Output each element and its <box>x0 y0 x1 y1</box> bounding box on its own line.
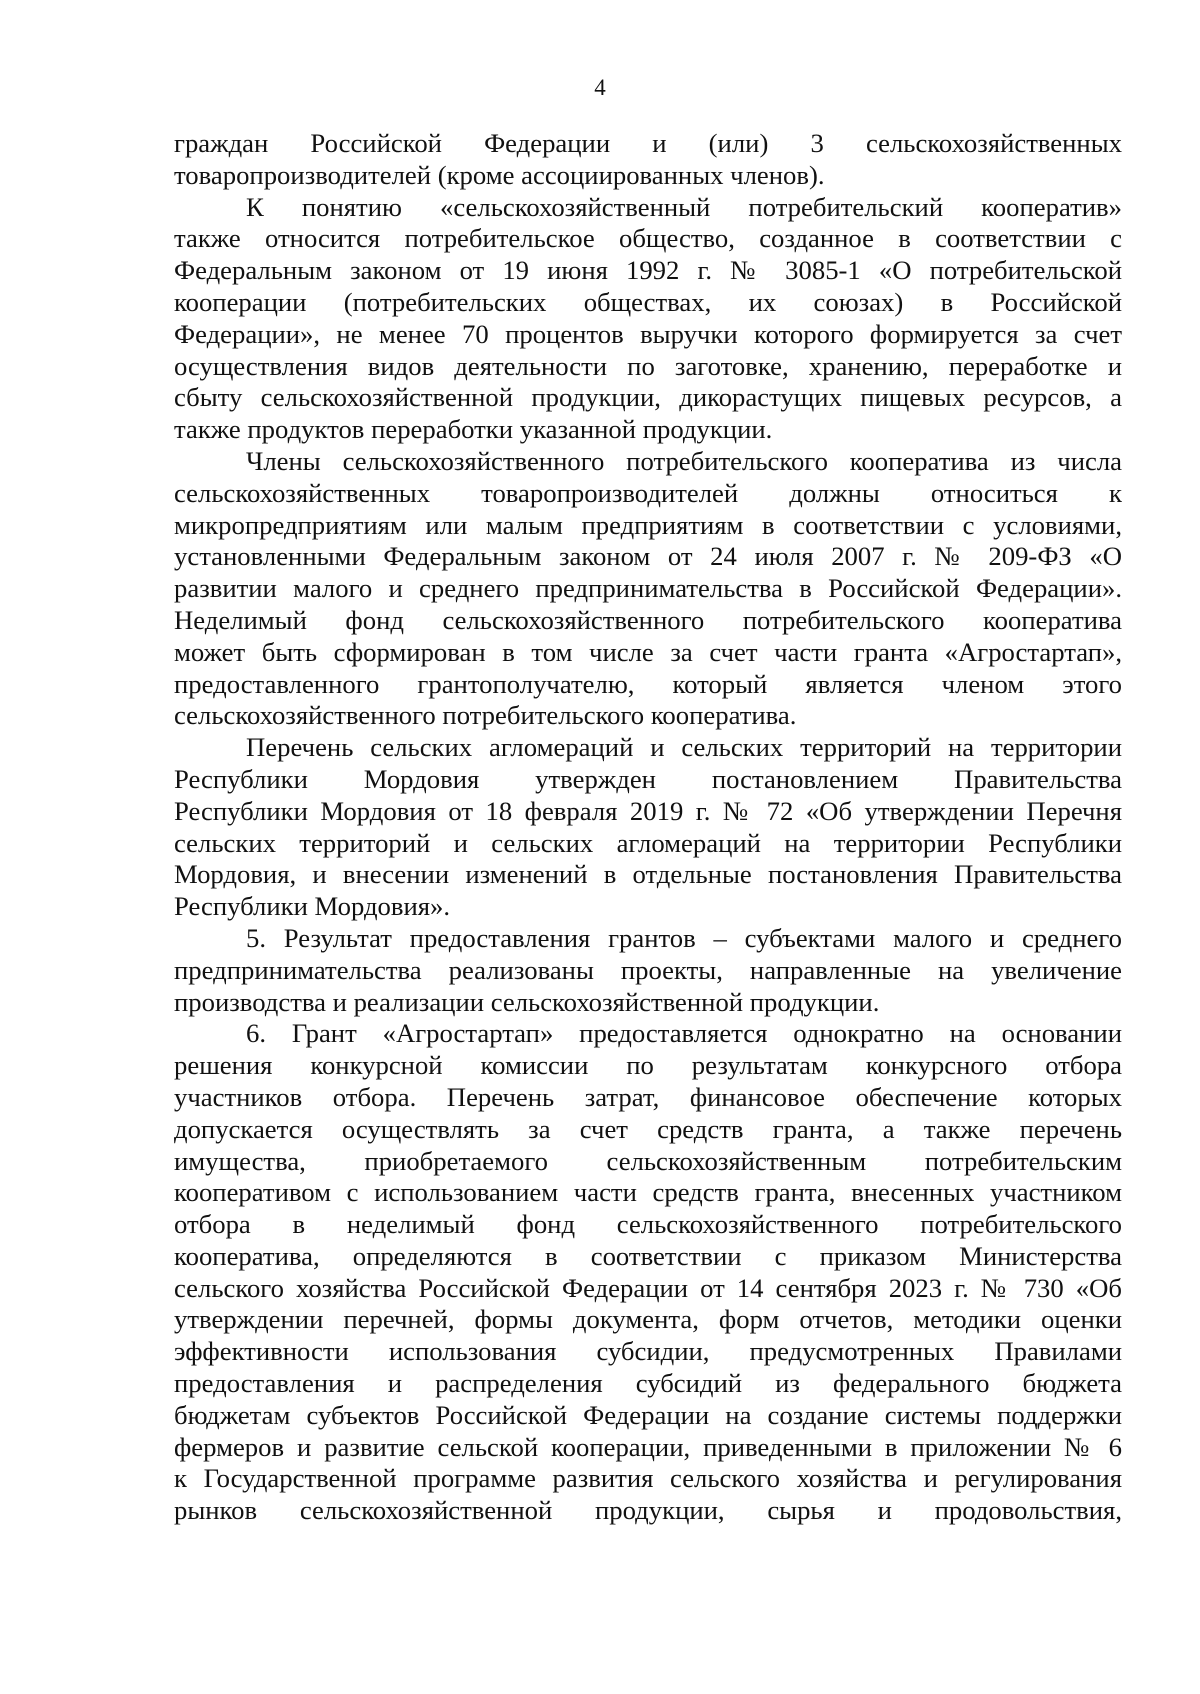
text-line: Неделимый фонд сельскохозяйственного потребительского кооператива <box>174 604 1122 635</box>
text-line: граждан Российской Федерации и (или) 3 сельскохозяйственных <box>174 128 1122 158</box>
text-line: фермеров и развитие сельской кооперации, приведенными в приложении № 6 <box>174 1431 1122 1462</box>
text-line: предоставленного грантополучателю, который является членом этого <box>174 668 1122 699</box>
text-line: сельского хозяйства Российской Федерации от 14 сентября 2023 г. № 730 «Об <box>174 1272 1122 1303</box>
text-line: бюджетам субъектов Российской Федерации на создание системы поддержки <box>174 1399 1122 1430</box>
text-line: 5. Результат предоставления грантов – субъектами малого и среднего <box>246 922 1122 953</box>
text-line: сельскохозяйственного потребительского кооператива. <box>174 700 797 731</box>
text-line: также продуктов переработки указанной продукции. <box>174 414 773 445</box>
text-line: производства и реализации сельскохозяйственной продукции. <box>174 986 880 1017</box>
text-line: эффективности использования субсидии, предусмотренных Правилами <box>174 1336 1122 1367</box>
paragraph <box>174 446 1122 732</box>
text-line: отбора в неделимый фонд сельскохозяйственного потребительского <box>174 1209 1122 1240</box>
text-line: утверждении перечней, формы документа, форм отчетов, методики оценки <box>174 1304 1122 1335</box>
text-line: предоставления и распределения субсидий из федерального бюджета <box>174 1368 1122 1399</box>
text-line: Мордовия, и внесении изменений в отдельные постановления Правительства <box>174 859 1122 890</box>
text-line: также относится потребительское общество, созданное в соответствии с <box>174 223 1122 254</box>
paragraph <box>174 732 1122 923</box>
text-line: развитии малого и среднего предпринимательства в Российской Федерации». <box>174 573 1122 604</box>
text-line: участников отбора. Перечень затрат, финансовое обеспечение которых <box>174 1081 1122 1112</box>
text-line: Федеральным законом от 19 июня 1992 г. № 3085-1 «О потребительской <box>174 255 1122 286</box>
text-line: Республики Мордовия от 18 февраля 2019 г. № 72 «Об утверждении Перечня <box>174 795 1122 826</box>
text-line: допускается осуществлять за счет средств гранта, а также перечень <box>174 1113 1122 1144</box>
text-line: 6. Грант «Агростартап» предоставляется однократно на основании <box>246 1018 1122 1049</box>
text-line: Республики Мордовия». <box>174 891 451 922</box>
paragraph <box>174 923 1122 1018</box>
text-line: кооперативом с использованием части средств гранта, внесенных участником <box>174 1177 1122 1208</box>
text-line: установленными Федеральным законом от 24 июля 2007 г. № 209-ФЗ «О <box>174 541 1122 572</box>
paragraph <box>174 192 1122 446</box>
text-line: осуществления видов деятельности по заготовке, хранению, переработке и <box>174 350 1122 381</box>
text-line: Федерации», не менее 70 процентов выручки которого формируется за счет <box>174 318 1122 349</box>
text-line: рынков сельскохозяйственной продукции, сырья и продовольствия, <box>174 1495 1122 1526</box>
text-line: Члены сельскохозяйственного потребительского кооператива из числа <box>246 445 1122 476</box>
document-body <box>174 128 1122 1527</box>
page-number: 4 <box>594 75 606 100</box>
text-line: предпринимательства реализованы проекты, направленные на увеличение <box>174 954 1122 985</box>
text-line: к Государственной программе развития сельского хозяйства и регулирования <box>174 1463 1122 1494</box>
text-line: Республики Мордовия утвержден постановлением Правительства <box>174 763 1122 794</box>
text-line: товаропроизводителей (кроме ассоциированных членов). <box>174 159 825 190</box>
text-line: кооперации (потребительских обществах, их союзах) в Российской <box>174 286 1122 317</box>
text-line: Перечень сельских агломераций и сельских территорий на территории <box>246 732 1122 763</box>
text-line: решения конкурсной комиссии по результатам конкурсного отбора <box>174 1050 1122 1081</box>
text-line: сельских территорий и сельских агломераций на территории Республики <box>174 827 1122 858</box>
text-line: кооператива, определяются в соответствии с приказом Министерства <box>174 1240 1122 1271</box>
paragraph <box>174 1018 1122 1527</box>
text-line: микропредприятиям или малым предприятиям в соответствии с условиями, <box>174 509 1122 540</box>
paragraph <box>174 128 1122 192</box>
text-line: сельскохозяйственных товаропроизводителей должны относиться к <box>174 477 1122 508</box>
text-line: имущества, приобретаемого сельскохозяйственным потребительским <box>174 1145 1122 1176</box>
text-line: сбыту сельскохозяйственной продукции, дикорастущих пищевых ресурсов, а <box>174 382 1122 413</box>
text-line: может быть сформирован в том числе за счет части гранта «Агростартап», <box>174 636 1122 667</box>
text-line: К понятию «сельскохозяйственный потребительский кооператив» <box>246 191 1122 222</box>
